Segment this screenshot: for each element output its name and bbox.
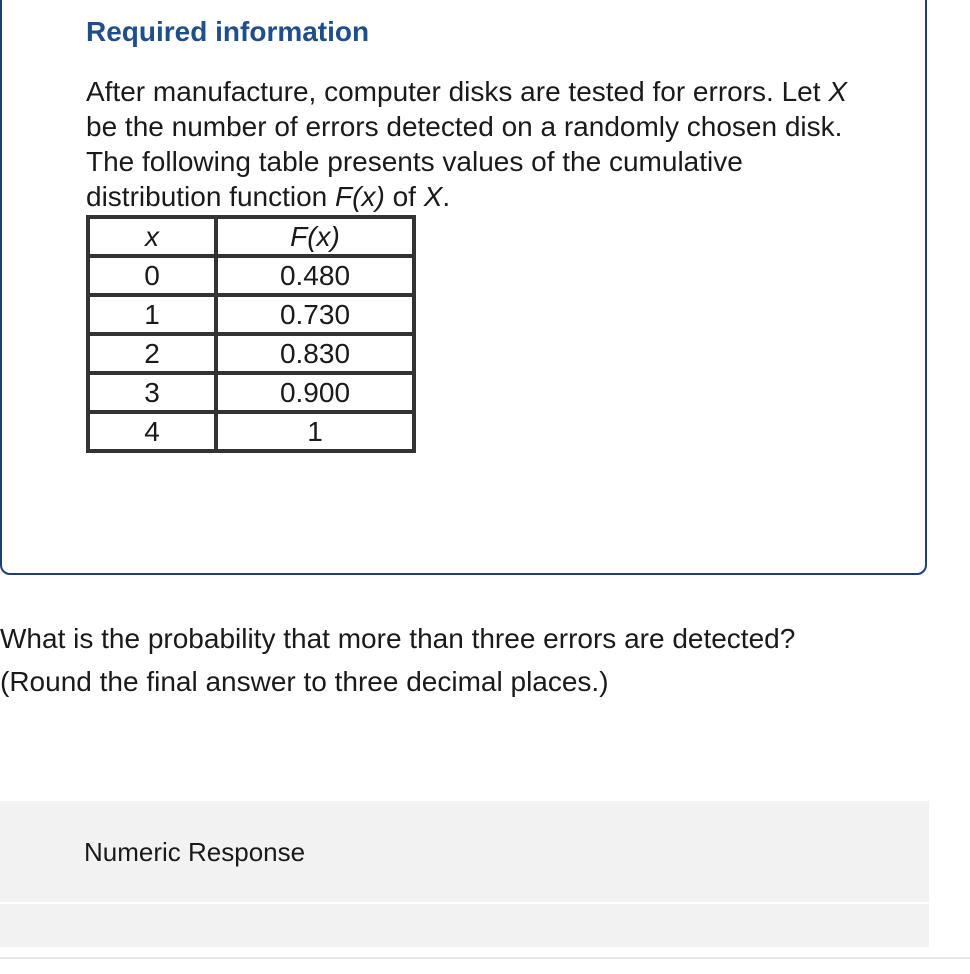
cell-x: 1	[88, 295, 216, 334]
question-line-2: (Round the final answer to three decimal places.)	[0, 666, 609, 697]
cell-fx: 0.900	[216, 373, 414, 412]
table-row	[88, 295, 414, 334]
cell-fx: 0.730	[216, 295, 414, 334]
table-header-row	[88, 217, 414, 256]
column-header-x: x	[88, 217, 216, 256]
table-row	[88, 373, 414, 412]
table-row	[88, 256, 414, 295]
cell-fx: 0.480	[216, 256, 414, 295]
cell-x: 4	[88, 412, 216, 451]
column-header-fx: F(x)	[216, 217, 414, 256]
response-divider	[0, 902, 929, 904]
question-text	[0, 617, 960, 703]
cell-x: 2	[88, 334, 216, 373]
cdf-table	[86, 215, 416, 453]
numeric-response-label: Numeric Response	[84, 837, 306, 867]
question-line-1: What is the probability that more than three errors are detected?	[0, 623, 796, 654]
bottom-divider	[0, 957, 970, 959]
numeric-response-panel[interactable]	[0, 801, 929, 947]
cell-fx: 1	[216, 412, 414, 451]
table-row	[88, 334, 414, 373]
info-description: After manufacture, computer disks are tested for errors. Let X be the number of errors detected on a randomly chosen disk. The following table presents values of the cumulative distribution function F(x) of X.	[86, 76, 848, 212]
info-title: Required information	[86, 16, 370, 47]
table-row	[88, 412, 414, 451]
cell-x: 3	[88, 373, 216, 412]
cell-fx: 0.830	[216, 334, 414, 373]
cell-x: 0	[88, 256, 216, 295]
